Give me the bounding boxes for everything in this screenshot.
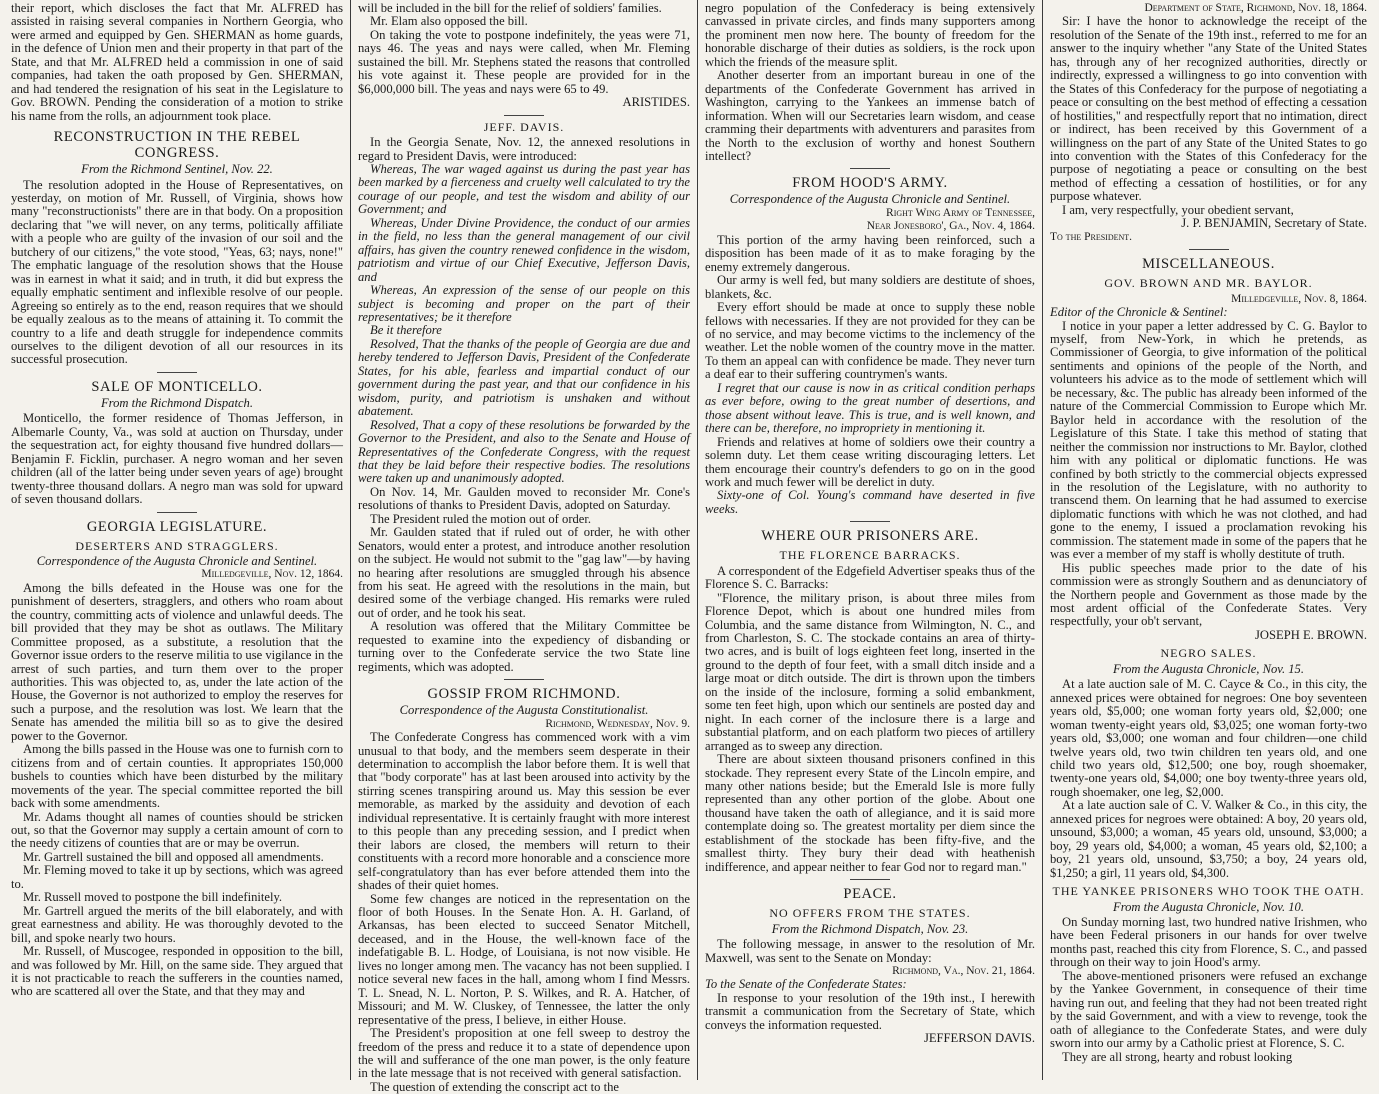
paragraph: A resolution was offered that the Military Committee be requested to examine into the expediency of disbanding or turning over to the Confederate service the two State line regiments, which was adopted. <box>358 619 690 674</box>
paragraph: Be it therefore <box>370 323 442 338</box>
separator <box>157 512 197 513</box>
headline-jeff-davis: JEFF. DAVIS. <box>483 119 565 134</box>
headline-prisoners: WHERE OUR PRISONERS ARE. <box>761 528 979 545</box>
column-3 <box>698 0 1042 1080</box>
headline-peace: PEACE. <box>843 886 897 903</box>
paragraph: Whereas, Under Divine Providence, the conduct of our armies in the field, no less than the general management of our civil affairs, has given the country renewed confidence in the wisdom, patriotism and virtue of our Chief Executive, Jefferson Davis, and <box>358 215 690 284</box>
source-line: From the Richmond Sentinel, Nov. 22. <box>81 162 273 177</box>
paragraph: They are all strong, hearty and robust looking <box>1062 1049 1293 1064</box>
paragraph: There are about sixteen thousand prisoners confined in this stockade. They represent every State of the Lincoln empire, and many other nations beside; but the Emerald Isle is more fully represented than any other portion of the globe. About one thousand have taken the oath of allegiance, and it is said more contemplate doing so. The greatest mortality per diem since the establishment of the stockade has been fifty-five, and the smallest thirty. They bury their dead with heathenish indifference, and appear neither to fear God nor to regard man." <box>705 752 1035 874</box>
separator <box>850 168 890 169</box>
dateline: Right Wing Army of Tennessee, <box>886 206 1035 219</box>
paragraph: The question of extending the conscript act to the <box>370 1079 620 1094</box>
paragraph: On Sunday morning last, two hundred native Irishmen, who have been Federal prisoners in our hands for over twelve months past, reached this city from Florence, S. C., and passed through on their way to join Hood's army. <box>1050 915 1367 970</box>
dateline: Richmond, Va., Nov. 21, 1864. <box>892 965 1035 977</box>
source-line: From the Richmond Dispatch. <box>100 395 254 410</box>
column-1 <box>4 0 350 1080</box>
paragraph: Resolved, That the thanks of the people of Georgia are due and hereby tendered to Jefferson Davis, President of the Confederate States, for his able, fearless and impartial conduct of our government during the past year, and that our confidence in his wisdom, purity, and patriotism is unshaken and without abatement. <box>358 336 690 419</box>
addressee: To the President. <box>1050 230 1133 243</box>
paragraph: "Florence, the military prison, is about three miles from Florence Depot, which is about one hundred miles from Columbia, and the same distance from Wilmington, N. C., and from Charleston, S. C. The stockade contains an area of thirty-two acres, and is built of logs eighteen feet long, inserted in the ground to the depth of four feet, with a small ditch inside and a large moat or ditch outside. The dirt is thrown upon the timbers on the inside of the inclosure, forming a solid embankment, some ten feet high, upon which our sentinels are posted day and night. In each corner of the inclosure there is a large and substantial platform, and on each platform two pieces of artillery arranged as to sweep any direction. <box>705 590 1035 753</box>
paragraph: Mr. Russell, of Muscogee, responded in opposition to the bill, and was followed by Mr. Hill, on the same side. They argued that it is not practicable to reach the sufferers in the counties named, who are scattered all over the State, and that they may and <box>11 944 343 999</box>
dateline: Richmond, Wednesday, Nov. 9. <box>545 717 690 730</box>
separator <box>504 679 544 680</box>
headline-monticello: SALE OF MONTICELLO. <box>91 378 263 395</box>
signature: JOSEPH E. BROWN. <box>1255 627 1367 642</box>
signature: J. P. BENJAMIN, Secretary of State. <box>1181 216 1367 231</box>
subheadline: THE FLORENCE BARRACKS. <box>779 548 961 563</box>
source-line: From the Augusta Chronicle, Nov. 10. <box>1113 899 1304 914</box>
paragraph: In the Georgia Senate, Nov. 12, the annexed resolutions in regard to President Davis, were introduced: <box>358 135 690 163</box>
headline-reconstruction: RECONSTRUCTION IN THE REBEL CONGRESS. <box>53 129 301 162</box>
source-line: From the Richmond Dispatch, Nov. 23. <box>771 921 969 936</box>
paragraph: Every effort should be made at once to supply these noble fellows with necessaries. If they are not provided for they can be of no service, and may become victims to the inclemency of the weather. Let the noble women of the country move in the matter. To them an appeal can with confidence be made. They never turn a deaf ear to their suffering countrymen's wants. <box>705 300 1035 382</box>
paragraph: At a late auction sale of M. C. Cayce & Co., in this city, the annexed prices were obtained for negroes: One boy seventeen years old, $5,000; one woman forty years old, $2,000; one woman twenty-eight years old, $3,025; one woman forty-two years old, $3,000; one woman and four children—one child twelve years old, two twin children ten years old, and one child two years old, $12,500; one boy, rough shoemaker, twenty-one years old, $4,000; one boy twenty-three years old, rough shoemaker, one leg, $2,000. <box>1050 677 1367 799</box>
article-continuation: their report, which discloses the fact that Mr. ALFRED has assisted in raising several companies in Northern Georgia, who were armed and equipped by Gen. SHERMAN as home guards, in the defence of Union men and their property in that part of the State, and that Mr. ALFRED held a commission in one of said companies, had taken the oath proposed by Gen. SHERMAN, and had tendered the resignation of his seat in the Legislature to Gov. BROWN. Pending the consideration of a motion to strike his name from the rolls, an adjournment took place. <box>11 1 343 123</box>
correspondence-line: Correspondence of the Augusta Chronicle and Sentinel. <box>36 553 318 568</box>
subheadline: DESERTERS AND STRAGGLERS. <box>75 538 279 553</box>
headline-miscellaneous: MISCELLANEOUS. <box>1142 256 1275 273</box>
paragraph: Mr. Elam also opposed the bill. <box>370 14 528 29</box>
separator <box>504 115 544 116</box>
column-4 <box>1043 0 1374 1080</box>
article-continuation: negro population of the Confederacy is being extensively canvassed in private circles, and finds many supporters among the prominent men now here. The bounty of freedom for the honorable discharge of their duties as soldiers, is the rock upon which the friends of the measure split. <box>705 1 1035 69</box>
paragraph: Mr. Russell moved to postpone the bill indefinitely. <box>23 890 283 905</box>
paragraph: Mr. Fleming moved to take it up by sections, which was agreed to. <box>11 863 343 891</box>
paragraph: Friends and relatives at home of soldiers owe their country a solemn duty. Let them cease writing discouraging letters. Let them encourage their country's defenders to go on in the good work and much fewer will be derelict in duty. <box>705 434 1035 489</box>
separator <box>850 521 890 522</box>
correspondence-line: Correspondence of the Augusta Chronicle and Sentinel. <box>729 192 1011 207</box>
paragraph: Resolved, That a copy of these resolutions be forwarded by the Governor to the President, and also to the Senate and House of Representatives of the Confederate Congress, with the request that they be laid before their respective bodies. The resolutions were taken up and unanimously adopted. <box>358 417 690 486</box>
correspondence-line: Correspondence of the Augusta Constitutionalist. <box>399 703 649 718</box>
paragraph: Mr. Adams thought all names of counties should be stricken out, so that the Governor may supply a certain amount of corn to the needy citizens of counties that are or may be overrun. <box>11 809 343 851</box>
separator <box>1189 249 1229 250</box>
headline-hoods-army: FROM HOOD'S ARMY. <box>792 175 948 192</box>
paragraph: At a late auction sale of C. V. Walker & Co., in this city, the annexed prices for negroes were obtained: A boy, 20 years old, unsound, $3,000; a woman, 45 years old, unsound, $3,000; a boy, 29 years old, $4,000; a woman, 45 years old, $2,100; a boy, 21 years old, unsound, $3,750; a boy, 24 years old, $1,250; a girl, 11 years old, $4,300. <box>1050 798 1367 880</box>
dateline: Milledgeville, Nov. 12, 1864. <box>201 568 343 581</box>
paragraph: Whereas, An expression of the sense of our people on this subject is becoming and proper on the part of their representatives; be it therefore <box>358 283 690 324</box>
paragraph: Mr. Gartrell sustained the bill and opposed all amendments. <box>23 849 324 864</box>
paragraph: The resolution adopted in the House of Representatives, on yesterday, on motion of Mr. Russell, of Virginia, shows how many "reconstructionists" there are in that body. On a proposition declaring that "we will never, on any terms, politically affiliate with a people who are guilty of the invasion of our soil and the butchery of our citizens," the vote stood, "Yeas, 63; nays, none!" The emphatic language of the resolution shows that the House was in earnest in what it said; and in truth, it did but express the equally emphatic sentiment and inflexible resolve of our people. Agreeing so entirely as to the end, reason requires that we should be equally zealous as to the means of attaining it. To commit the country to a life and death struggle for independence commits ourselves to the diligent devotion of all our resources in its successful prosecution. <box>11 177 343 367</box>
paragraph: Some few changes are noticed in the representation on the floor of both Houses. In the Senate Hon. A. H. Garland, of Arkansas, has been elected to succeed Senator Mitchell, deceased, and in the House, the well-known face of the indefatigable B. L. Hodge, of Louisiana, is not now visible. He lives no longer among men. The vacancy has not been supplied. I notice several new faces in the hall, among whom I find Messrs. T. L. Snead, N. L. Norton, P. S. Wilkes, and R. A. Hatcher, of Missouri; and M. W. Cluskey, of Tennessee, the latter the only representative of the press, I believe, in either House. <box>358 891 690 1027</box>
salutation: Editor of the Chronicle & Sentinel: <box>1050 305 1228 320</box>
paragraph: Mr. Gaulden stated that if ruled out of order, he with other Senators, would enter a protest, and introduce another resolution on the subject. He would not submit to the "gag law"—by having no hearing after resolutions are smuggled through his absence from his seat. He agreed with the resolutions in the main, but desired some of the verbiage changed. His remarks were ruled out of order, and he took his seat. <box>358 525 690 620</box>
paragraph: The Confederate Congress has commenced work with a vim unusual to that body, and the members seem desperate in their determination to accomplish the labor before them. It is well that that "body corporate" has at last been aroused into activity by the stirring scenes transpiring around us. May this session be ever memorable, as marked by the assiduity and devotion of each individual representative. It is certainly fraught with more interest to this people than any preceding session, and I predict when their labors are closed, the members will return to their constituents with a record more honorable and a conscience more self-congratulatory than has ever before attended them into the shades of their quiet homes. <box>358 730 690 893</box>
paragraph: A correspondent of the Edgefield Advertiser speaks thus of the Florence S. C. Barracks: <box>705 563 1035 592</box>
subheadline: NO OFFERS FROM THE STATES. <box>769 906 971 921</box>
paragraph: The above-mentioned prisoners were refused an exchange by the Yankee Government, in consequence of their time having run out, and feeling that they had not been treated right by the said Government, and with a view to revenge, took the oath of allegiance to the Confederate States, and were duly sworn into our army by a Catholic priest at Florence, S. C. <box>1050 968 1367 1051</box>
paragraph: His public speeches made prior to the date of his commission were as strongly Southern and as denunciatory of the Northern people and Government as those made by the most ardent official of the Confederate States. Very respectfully, your ob't servant, <box>1050 560 1367 629</box>
paragraph: Sir: I have the honor to acknowledge the receipt of the resolution of the Senate of the 19th inst., referred to me for an answer to the inquiry whether "any State of the United States has, through any of her recognized authorities, directly or indirectly, expressed a willingness to go into convention with the States of this Confederacy for the purpose of negotiating a peace or consulting on the best method of effecting a cessation of hostilities," and respectfully report that no intimation, direct or indirect, has been received by this Government of a willingness on the part of any State of the United States to go into convention with the States of this Confederacy for the purpose of negotiating a peace or consulting on the best method of effecting a cessation of hostilities, or for any purpose whatever. <box>1050 14 1367 204</box>
dateline: Department of State, Richmond, Nov. 18, 1864. <box>1144 2 1367 14</box>
paragraph: In response to your resolution of the 19th inst., I herewith transmit a communication from the Secretary of State, which conveys the information requested. <box>705 990 1035 1032</box>
paragraph: Sixty-one of Col. Young's command have deserted in five weeks. <box>705 488 1035 516</box>
paragraph: I regret that our cause is now in as critical condition perhaps as ever before, owing to the great number of desertions, and those absent without leave. This is true, and is well known, and there can be, therefore, no impropriety in mentioning it. <box>705 380 1035 436</box>
paragraph: Mr. Gartrell argued the merits of the bill elaborately, and with great earnestness and ability. He was thoroughly devoted to the bill, and spoke nearly two hours. <box>11 903 343 945</box>
paragraph: The President's proposition at one fell sweep to destroy the freedom of the press and reduce it to a state of dependence upon the will and sufferance of the one man power, is the only feature in the late message that is not received with general satisfaction. <box>358 1026 690 1081</box>
dateline: Milledgeville, Nov. 8, 1864. <box>1231 292 1367 305</box>
signature: ARISTIDES. <box>622 95 690 110</box>
headline-gossip-richmond: GOSSIP FROM RICHMOND. <box>427 686 621 703</box>
paragraph: Among the bills passed in the House was one to furnish corn to citizens from and of certain counties. It appropriates 150,000 bushels to counties which have been disturbed by the military movements of the year. The special committee reported the bill back with some amendments. <box>11 742 343 811</box>
paragraph: The President ruled the motion out of order. <box>370 511 592 526</box>
paragraph: Monticello, the former residence of Thomas Jefferson, in Albemarle County, Va., was sold at auction on Thursday, under the sequestration act, for eighty thousand five hundred dollars—Benjamin F. Ficklin, purchaser. A negro woman and her seven children (all of the latter being under seven years of age) brought twenty-three thousand dollars. A negro man was sold for upward of seven thousand dollars. <box>11 411 343 507</box>
paragraph: This portion of the army having been reinforced, such a disposition has been made of it as to make foraging by the enemy extremely dangerous. <box>705 232 1035 274</box>
paragraph: On Nov. 14, Mr. Gaulden moved to reconsider Mr. Cone's resolutions of thanks to President Davis, adopted on Saturday. <box>358 484 690 513</box>
separator <box>850 879 890 880</box>
headline-yankee-prisoners: THE YANKEE PRISONERS WHO TOOK THE OATH. <box>1052 884 1365 899</box>
salutation: To the Senate of the Confederate States: <box>705 977 907 992</box>
headline-georgia-legislature: GEORGIA LEGISLATURE. <box>86 518 268 535</box>
signature: JEFFERSON DAVIS. <box>923 1031 1035 1046</box>
paragraph: I notice in your paper a letter addressed by C. G. Baylor to myself, from New-York, in which he pretends, as Commissioner of Georgia, to give information of the political sentiments and opinions of the people of the North, and volunteers his advice as to the mode of settlement which will be necessary, &c. The public has already been informed of the nature of the Commercial Commission to Europe which Mr. Baylor held in accordance with the resolution of the Legislature of this State. I take this method of stating that neither the commission nor instructions to Mr. Baylor, clothed him with any political or diplomatic functions. He was confined by both strictly to the commercial objects expressed in the resolution of the Legislature, with no authority to transcend them. On learning that he had assumed to exercise diplomatic functions with which he was not clothed, and had gone to the enemy, I issued a proclamation revoking his commission. The statement made in some of the papers that he was ever a member of my staff is wholly destitute of truth. <box>1050 318 1367 562</box>
paragraph: On taking the vote to postpone indefinitely, the yeas were 71, nays 46. The yeas and nays were called, when Mr. Fleming sustained the bill. Mr. Stephens stated the reasons that controlled his vote against it. These people are provided for in the $6,000,000 bill. The yeas and nays were 65 to 49. <box>358 27 690 96</box>
source-line: From the Augusta Chronicle, Nov. 15. <box>1113 661 1304 676</box>
paragraph: I am, very respectfully, your obedient servant, <box>1062 202 1294 217</box>
article-continuation: will be included in the bill for the relief of soldiers' families. <box>358 1 662 15</box>
headline-negro-sales: NEGRO SALES. <box>1160 646 1257 661</box>
subheadline: GOV. BROWN AND MR. BAYLOR. <box>1104 276 1313 291</box>
separator <box>157 372 197 373</box>
dateline: Near Jonesboro', Ga., Nov. 4, 1864. <box>866 220 1035 233</box>
column-2 <box>351 0 697 1094</box>
paragraph: The following message, in answer to the resolution of Mr. Maxwell, was sent to the Senate on Monday: <box>705 937 1035 965</box>
paragraph: Another deserter from an important bureau in one of the departments of the Confederate Government has arrived in Washington, carrying to the Yankees an immense batch of information. When will our Secretaries learn wisdom, and cease cramming their departments with adventurers and parasites from the North to the exclusion of worthy and honest Southern intellect? <box>705 68 1035 163</box>
paragraph: Our army is well fed, but many soldiers are destitute of shoes, blankets, &c. <box>705 273 1035 301</box>
paragraph: Whereas, The war waged against us during the past year has been marked by a fierceness and cruelty well calculated to try the courage of our people, and test the wisdom and ability of our Government; and <box>358 161 690 217</box>
paragraph: Among the bills defeated in the House was one for the punishment of deserters, stragglers, and others who roam about the country, committing acts of violence and unlawful deeds. The bill provided that they may be shot as outlaws. The Military Committee proposed, as a substitute, a resolution that the Governor issue orders to the reserve militia to use vigilance in the arrest of such parties, and turn them over to the proper authorities. This was objected to, as, under the late action of the House, the Governor is not authorized to employ the reserves for such a purpose, and the resolution was lost. We learn that the Senate has amended the militia bill so as to give the desired power to the Governor. <box>11 580 343 743</box>
